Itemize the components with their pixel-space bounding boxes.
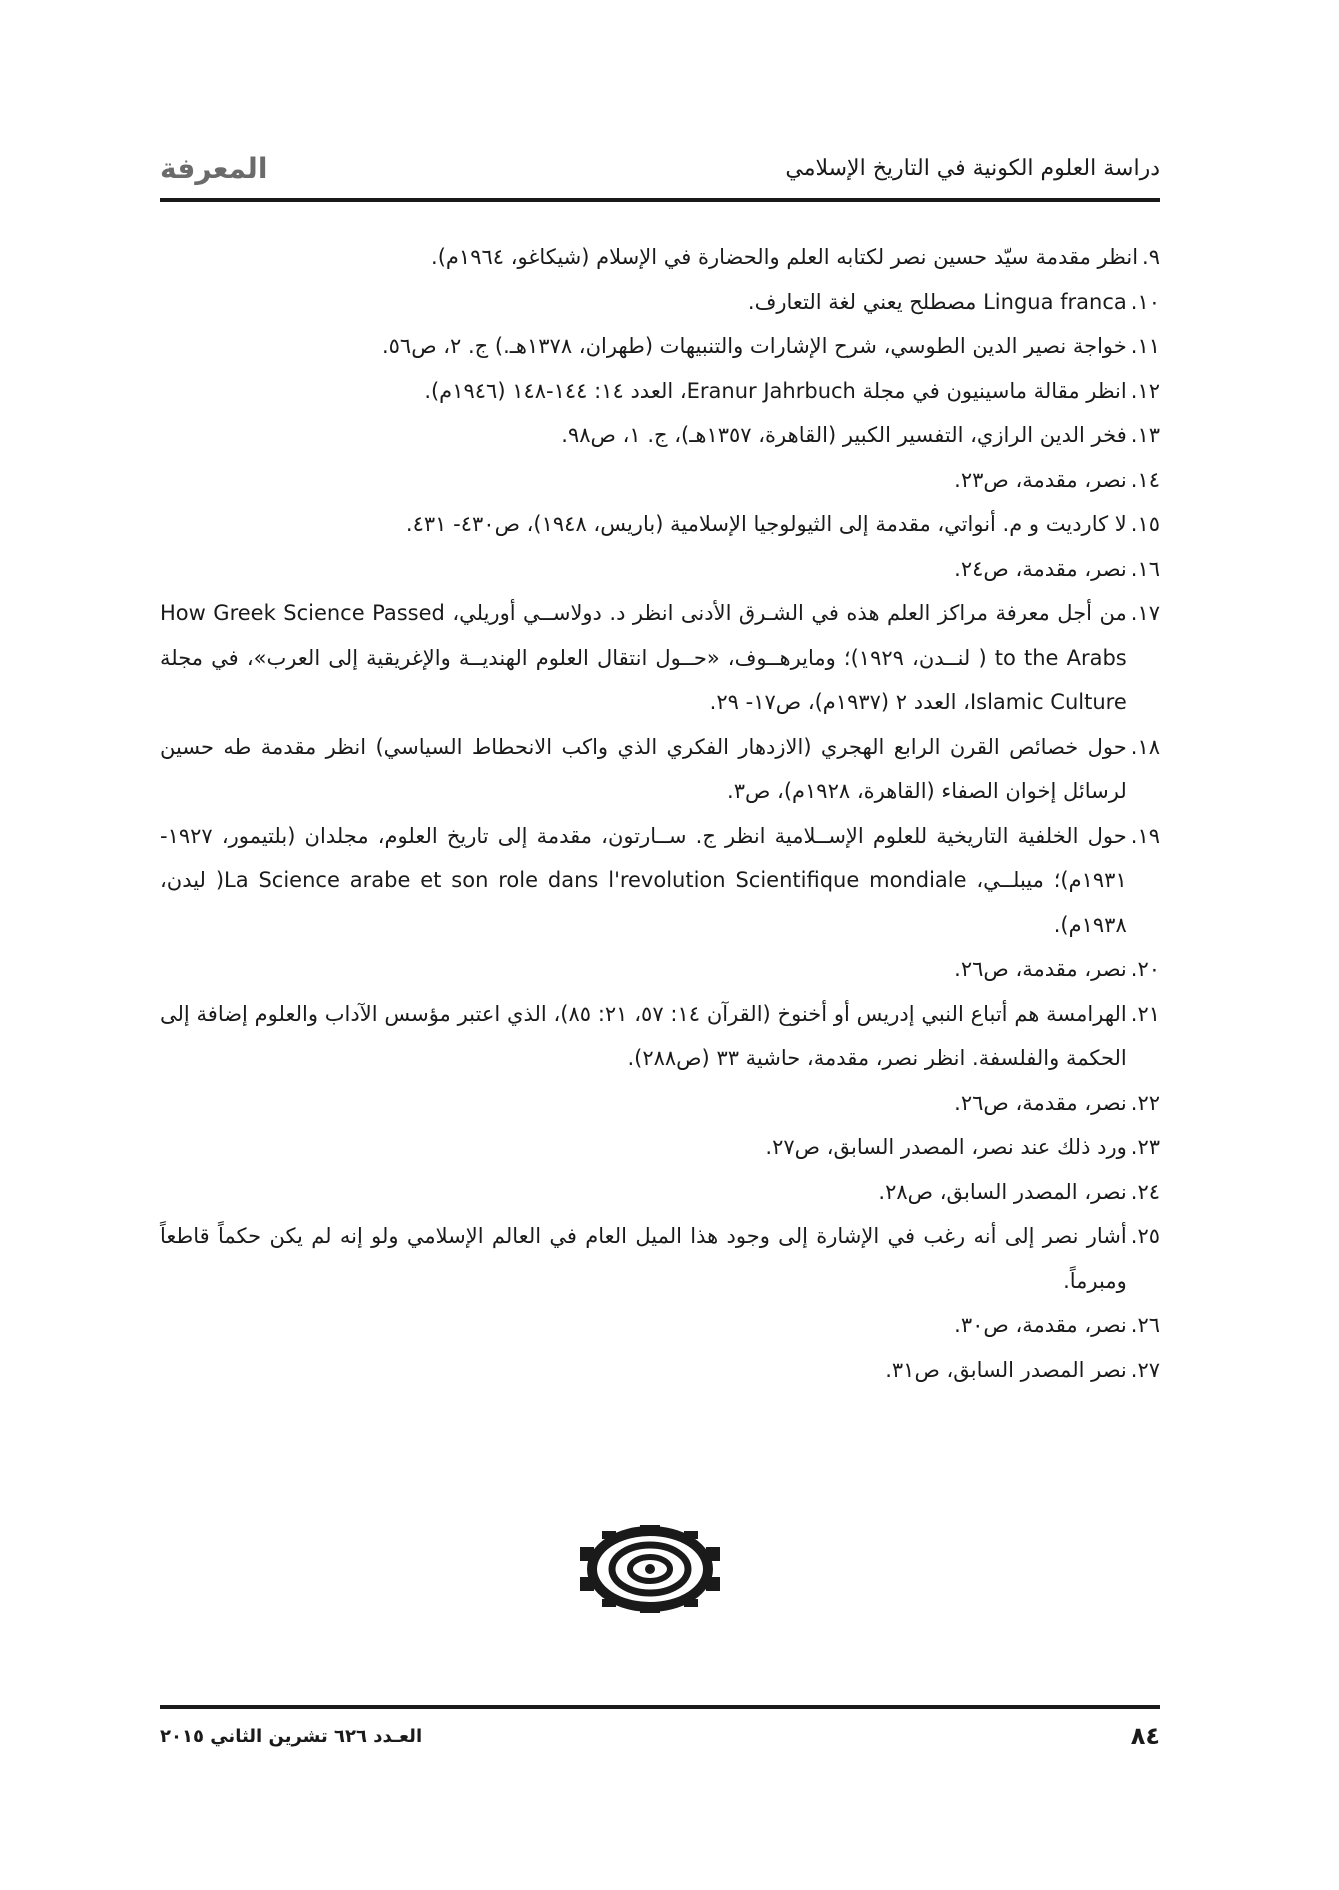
endnote-text: نصر، مقدمة، ص٢٣. [954, 467, 1127, 492]
endnote [160, 947, 1160, 992]
endnote-text: لا كارديت و م. أنواتي، مقدمة إلى الثيولوجيا الإسلامية (باريس، ١٩٤٨)، ص٤٣٠- ٤٣١. [405, 512, 1127, 536]
endnote-text: ورد ذلك عند نصر، المصدر السابق، ص٢٧. [765, 1135, 1127, 1159]
endnote-text: حول خصائص القرن الرابع الهجري (الازدهار الفكري الذي واكب الانحطاط السياسي) انظر مقدمة طه حسين لرسائل إخوان الصفاء (القاهرة، ١٩٢٨م)، ص٣. [160, 734, 1127, 803]
endnote-number: ١٦. [1130, 556, 1160, 581]
endnote-number: ٢٣. [1130, 1135, 1160, 1159]
endnote-text: نصر المصدر السابق، ص٣١. [885, 1357, 1127, 1382]
endnote-number: ٢١. [1130, 1001, 1160, 1026]
issue-info: العـدد ٦٢٦ تشرين الثاني ٢٠١٥ [160, 1726, 423, 1747]
endnote [160, 280, 1160, 325]
endnote-number: ٢٦. [1130, 1313, 1160, 1337]
endnote-number: ١١. [1130, 334, 1160, 358]
page-number: ٨٤ [1130, 1722, 1160, 1750]
header-rule [160, 198, 1160, 202]
endnote [160, 1348, 1160, 1393]
endnote-text: نصر، المصدر السابق، ص٢٨. [878, 1179, 1127, 1204]
endnote [160, 591, 1160, 725]
endnote-number: ١٤. [1130, 467, 1160, 492]
footer-rule [160, 1705, 1160, 1709]
endnote-text: أشار نصر إلى أنه رغب في الإشارة إلى وجود هذا الميل العام في العالم الإسلامي ولو إنه لم يكن حكماً قاطعاً ومبرماً. [160, 1224, 1127, 1293]
endnote [160, 502, 1160, 547]
endnote [160, 814, 1160, 948]
endnote [160, 725, 1160, 814]
endnote-text: حول الخلفية التاريخية للعلوم الإســلامية انظر ج. ســارتون، مقدمة إلى تاريخ العلوم، مجلدان (بلتيمور، ١٩٢٧- ١٩٣١م)؛ ميبلــي، La Science arabe et son role dans l'revolution Scientifique mondiale( ليدن، ١٩٣٨م). [160, 823, 1127, 937]
endnote-text: نصر، مقدمة، ص٢٤. [954, 556, 1127, 581]
endnote-number: ٢٧. [1130, 1357, 1160, 1382]
endnote-text: نصر، مقدمة، ص٣٠. [954, 1313, 1127, 1337]
endnote [160, 1081, 1160, 1126]
endnote [160, 413, 1160, 458]
endnote [160, 1170, 1160, 1215]
page-header [160, 150, 1160, 200]
running-title: دراسة العلوم الكونية في التاريخ الإسلامي [785, 156, 1160, 181]
endnote [160, 992, 1160, 1081]
endnote [160, 547, 1160, 592]
endnote-text: انظر مقدمة سيّد حسين نصر لكتابه العلم والحضارة في الإسلام (شيكاغو، ١٩٦٤م). [431, 245, 1139, 269]
endnote-number: ٩. [1142, 245, 1160, 269]
endnote-number: ١٥. [1130, 512, 1160, 536]
endnote-text: نصر، مقدمة، ص٢٦. [954, 1090, 1127, 1115]
endnote-number: ٢٥. [1130, 1224, 1160, 1248]
endnote-number: ٢٤. [1130, 1179, 1160, 1204]
endnote-number: ١٨. [1130, 734, 1160, 759]
endnote-number: ١٢. [1130, 378, 1160, 403]
endnote-number: ١٠. [1130, 289, 1160, 314]
endnote-text: الهرامسة هم أتباع النبي إدريس أو أخنوخ (القرآن ١٤: ٥٧، ٢١: ٨٥)، الذي اعتبر مؤسس الآداب والعلوم إضافة إلى الحكمة والفلسفة. انظر نصر، مقدمة، حاشية ٣٣ (ص٢٨٨). [160, 1001, 1127, 1070]
endnote-number: ٢٢. [1130, 1090, 1160, 1115]
endnote-number: ٢٠. [1130, 957, 1160, 981]
endnote-text: خواجة نصير الدين الطوسي، شرح الإشارات والتنبيهات (طهران، ١٣٧٨هـ.) ج. ٢، ص٥٦. [381, 334, 1127, 358]
endnote [160, 235, 1160, 280]
endnote-text: انظر مقالة ماسينيون في مجلة Eranur Jahrbuch، العدد ١٤: ١٤٤-١٤٨ (١٩٤٦م). [424, 378, 1127, 403]
endnote [160, 324, 1160, 369]
arabesque-ornament-icon [580, 1525, 720, 1613]
endnote-number: ١٩. [1130, 823, 1160, 848]
journal-logo: المعرفة [160, 152, 268, 185]
endnote [160, 1303, 1160, 1348]
endnote-text: فخر الدين الرازي، التفسير الكبير (القاهرة، ١٣٥٧هـ)، ج. ١، ص٩٨. [561, 423, 1127, 447]
endnote-number: ١٧. [1130, 601, 1160, 625]
endnote-number: ١٣. [1130, 423, 1160, 447]
endnote-text: من أجل معرفة مراكز العلم هذه في الشـرق الأدنى انظر د. دولاســي أوريلي، How Greek Science Passed to the Arabs ( لنــدن، ١٩٢٩)؛ ومايرهــوف، «حــول انتقال العلوم الهنديــة والإغريقية إلى العرب»، في مجلة Islamic Culture، العدد ٢ (١٩٣٧م)، ص١٧- ٢٩. [160, 601, 1127, 714]
endnote [160, 369, 1160, 414]
endnote [160, 458, 1160, 503]
endnote-text: Lingua franca مصطلح يعني لغة التعارف. [747, 289, 1127, 314]
endnotes-list [160, 235, 1160, 1392]
endnote-text: نصر، مقدمة، ص٢٦. [954, 957, 1127, 981]
endnote [160, 1214, 1160, 1303]
endnote [160, 1125, 1160, 1170]
